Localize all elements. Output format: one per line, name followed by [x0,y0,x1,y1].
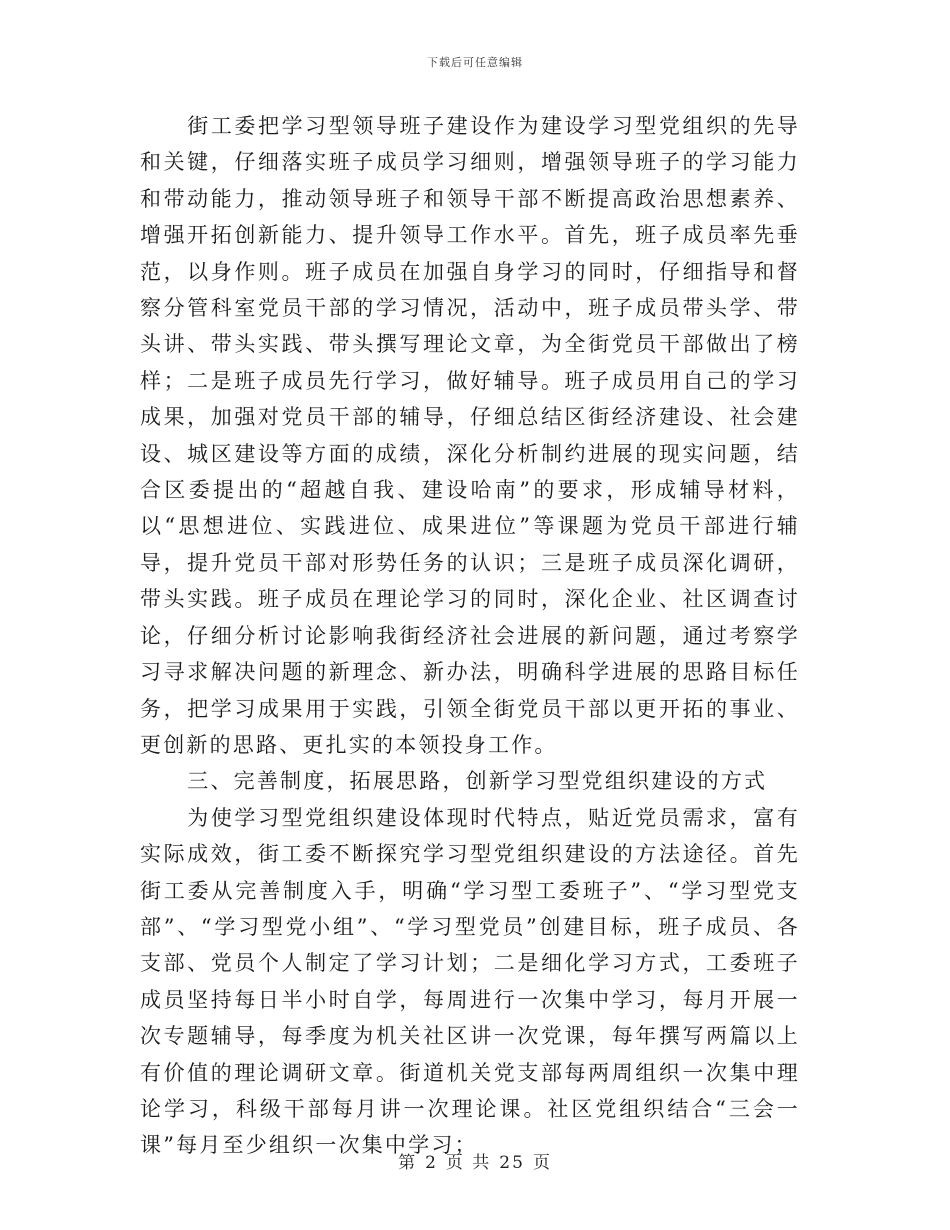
footer-suffix: 页 [532,1153,552,1173]
footer-prefix: 第 [398,1153,418,1173]
footer-middle: 页 共 [445,1153,492,1173]
total-pages: 25 [499,1153,525,1173]
section-heading-3: 三、完善制度，拓展思路，创新学习型党组织建设的方式 [187,769,768,794]
page-header: 下载后可任意编辑 [427,56,523,69]
document-body [140,108,800,1164]
paragraph-study-leadership: 街工委把学习型领导班子建设作为建设学习型党组织的先导和关键，仔细落实班子成员学习细则，增强领导班子的学习能力和带动能力，推动领导班子和领导干部不断提高政治思想素养、增强开拓创新能力、提升领导工作水平。首先，班子成员率先垂范，以身作则。班子成员在加强自身学习的同时，仔细指导和督察分管科室党员干部的学习情况，活动中，班子成员带头学、带头讲、带头实践、带头撰写理论文章，为全街党员干部做出了榜样；二是班子成员先行学习，做好辅导。班子成员用自己的学习成果，加强对党员干部的辅导，仔细总结区街经济建设、社会建设、城区建设等方面的成绩，深化分析制约进展的现实问题，结合区委提出的“超越自我、建设哈南”的要求，形成辅导材料，以“思想进位、实践进位、成果进位”等课题为党员干部进行辅导，提升党员干部对形势任务的认识；三是班子成员深化调研，带头实践。班子成员在理论学习的同时，深化企业、社区调查讨论，仔细分析讨论影响我街经济社会进展的新问题，通过考察学习寻求解决问题的新理念、新办法，明确科学进展的思路目标任务，把学习成果用于实践，引领全街党员干部以更开拓的事业、更创新的思路、更扎实的本领投身工作。 [140,114,800,757]
paragraph-methods: 为使学习型党组织建设体现时代特点，贴近党员需求，富有实际成效，街工委不断探究学习型党组织建设的方法途径。首先街工委从完善制度入手，明确“学习型工委班子”、“学习型党支部”、“学习型党小组”、“学习型党员”创建目标，班子成员、各支部、党员个人制定了学习计划；二是细化学习方式，工委班子成员坚持每日半小时自学，每周进行一次集中学习，每月开展一次专题辅导，每季度为机关社区讲一次党课，每年撰写两篇以上有价值的理论调研文章。街道机关党支部每两周组织一次集中理论学习，科级干部每月讲一次理论课。社区党组织结合“三会一课”每月至少组织一次集中学习； [140,805,800,1158]
page-footer [0,1148,950,1173]
page-number: 2 [425,1153,438,1173]
